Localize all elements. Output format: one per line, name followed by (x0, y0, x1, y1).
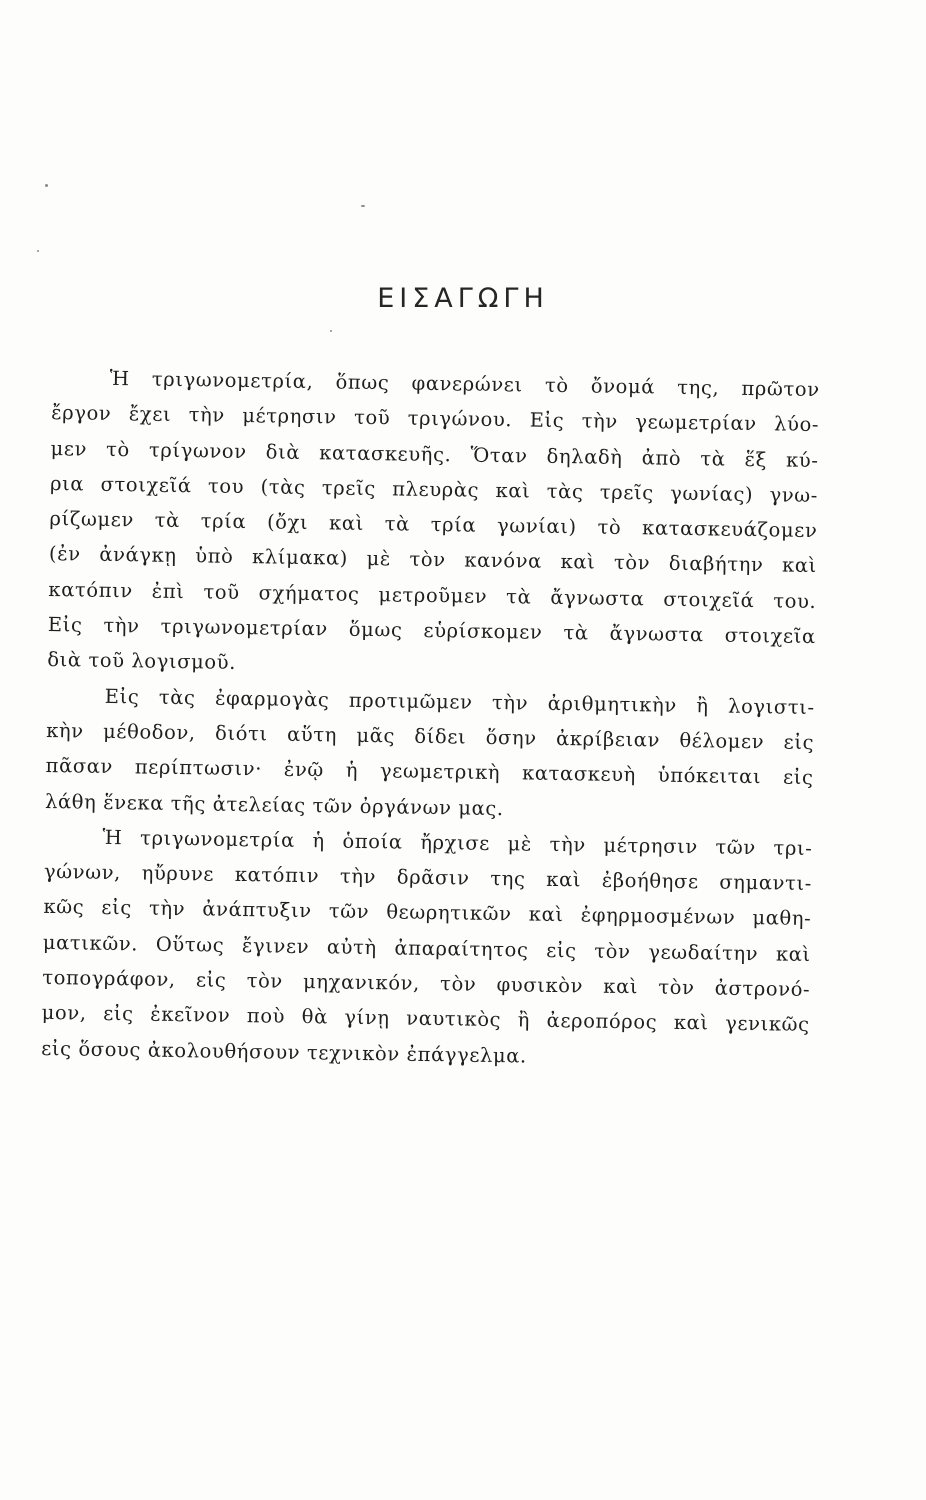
text-line: Εἰς τὰς ἐφαρμογὰς προτιμῶμεν τὴν ἀριθμητικὴν ἢ λογιστι- (104, 684, 815, 719)
text-line: ἔργον ἔχει τὴν μέτρησιν τοῦ τριγώνου. Εἰς τὴν γεωμετρίαν λύο- (50, 401, 820, 437)
text-line: ματικῶν. Οὕτως ἔγινεν αὐτὴ ἀπαραίτητος εἰς τὸν γεωδαίτην καὶ (42, 930, 811, 966)
body-text (41, 360, 820, 1078)
text-line: Ἡ τριγωνομετρία, ὅπως φανερώνει τὸ ὄνομά της, πρῶτον (109, 366, 820, 402)
paper-speck (361, 205, 365, 207)
text-line: γώνων, ηὔρυνε κατόπιν τὴν δρᾶσιν της καὶ ἐβοήθησε σημαντι- (43, 860, 813, 896)
chapter-title: ΕΙΣΑΓΩΓΗ (377, 283, 549, 314)
text-line: μεν τὸ τρίγωνον διὰ κατασκευῆς. Ὅταν δηλαδὴ ἀπὸ τὰ ἕξ κύ- (50, 436, 819, 472)
text-line: κατόπιν ἐπὶ τοῦ σχήματος μετροῦμεν τὰ ἄγνωστα στοιχεῖά του. (48, 577, 817, 613)
text-line: πᾶσαν περίπτωσιν· ἐνῷ ἡ γεωμετρικὴ κατασκευὴ ὑπόκειται εἰς (45, 754, 814, 790)
text-line: διὰ τοῦ λογισμοῦ. (47, 648, 237, 675)
text-line: (ἐν ἀνάγκῃ ὑπὸ κλίμακα) μὲ τὸν κανόνα καὶ τὸν διαβήτην καὶ (48, 542, 818, 578)
text-line: ρια στοιχεῖά του (τὰς τρεῖς πλευρὰς καὶ τὰς τρεῖς γωνίας) γνω- (49, 471, 819, 507)
text-line: λάθη ἕνεκα τῆς ἀτελείας τῶν ὀργάνων μας. (44, 789, 504, 820)
text-line: Εἰς τὴν τριγωνομετρίαν ὅμως εὑρίσκομεν τὰ ἄγνωστα στοιχεῖα (47, 613, 816, 649)
paper-speck (37, 250, 39, 252)
paper-speck (45, 184, 48, 187)
text-line: μον, εἰς ἐκεῖνον ποὺ θὰ γίνῃ ναυτικὸς ἢ ἀεροπόρος καὶ γενικῶς (41, 1001, 810, 1037)
text-line: κῶς εἰς τὴν ἀνάπτυξιν τῶν θεωρητικῶν καὶ ἐφηρμοσμένων μαθη- (43, 895, 812, 931)
text-line: κὴν μέθοδον, διότι αὕτη μᾶς δίδει ὅσην ἀκρίβειαν θέλομεν εἰς (46, 718, 815, 754)
text-line: Ἡ τριγωνομετρία ἡ ὁποία ἤρχισε μὲ τὴν μέτρησιν τῶν τρι- (102, 825, 813, 860)
text-line: τοπογράφον, εἰς τὸν μηχανικόν, τὸν φυσικὸν καὶ τὸν ἀστρονό- (42, 965, 811, 1002)
paper-speck (330, 330, 332, 332)
text-line: εἰς ὅσους ἀκολουθήσουν τεχνικὸν ἐπάγγελμα. (41, 1036, 528, 1068)
text-line: ρίζωμεν τὰ τρία (ὄχι καὶ τὰ τρία γωνίαι) τὸ κατασκευάζομεν (49, 507, 818, 543)
